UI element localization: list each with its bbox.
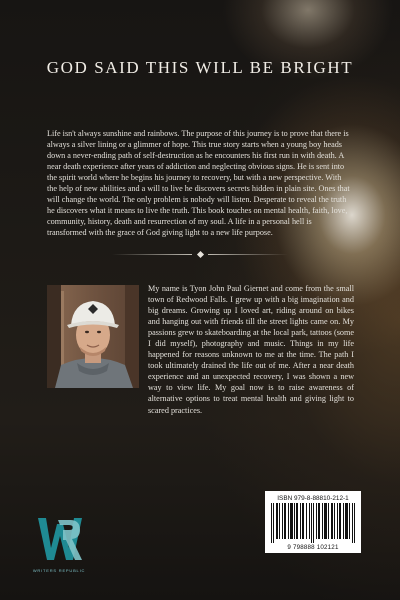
wr-logo-mark [36,510,84,568]
writers-republic-logo [36,510,84,568]
book-blurb: Life isn't always sunshine and rainbows. The purpose of this journey is to prove that there is always a silver lining or a glimmer of hope. This true story starts when a young boy heads down a never-ending path of self-destruction as he encounters his first run in with death. A near death experience after years of addiction and neglecting obvious signs. He is sent into the spirit world where he begins his journey to recovery, but with a new perspective. With the help of new abilities and a will to live he discovers secrets hidden in plain site. Ones that will change the world. The only problem is nobody will listen. Desperate to reveal the truth he discovers what it means to live the truth. This book touches on mental health, faith, love, community, history, death and resurrection of my soul. A life in a personal hell is transformed with the grace of God giving light to a new life purpose. [47,129,350,238]
isbn-barcode [265,491,361,553]
isbn-label: ISBN 979-8-88810-212-1 [277,495,349,502]
book-title: GOD SAID THIS WILL BE BRIGHT [46,58,354,77]
divider-line-right [208,254,288,255]
barcode-digits: 9 798888 102121 [287,544,339,551]
author-bio: My name is Tyon John Paul Giernet and come from the small town of Redwood Falls. I grew up with a big imagination and big dreams. Growing up I loved art, riding around on bikes and hanging out with friends till the street lights came on. My passions grew to skateboarding at the local park, tattoos (some I did myself), photography and music. Things in my life happened for reasons unknown to me at the time. The path I took ultimately drained the life out of me. After a near death experience and an unexpected recovery, I was shown a new way to view life. My goal now is to raise awareness of alternative options to treat mental health and giving light to scared practices. [148,284,354,415]
author-photo [47,285,139,388]
author-portrait-illustration [47,285,139,388]
barcode-bars [269,503,357,543]
divider-diamond [197,251,204,258]
divider-line-left [112,254,192,255]
ornament-divider [112,252,288,258]
publisher-name: WRITERS REPUBLIC [32,568,86,573]
